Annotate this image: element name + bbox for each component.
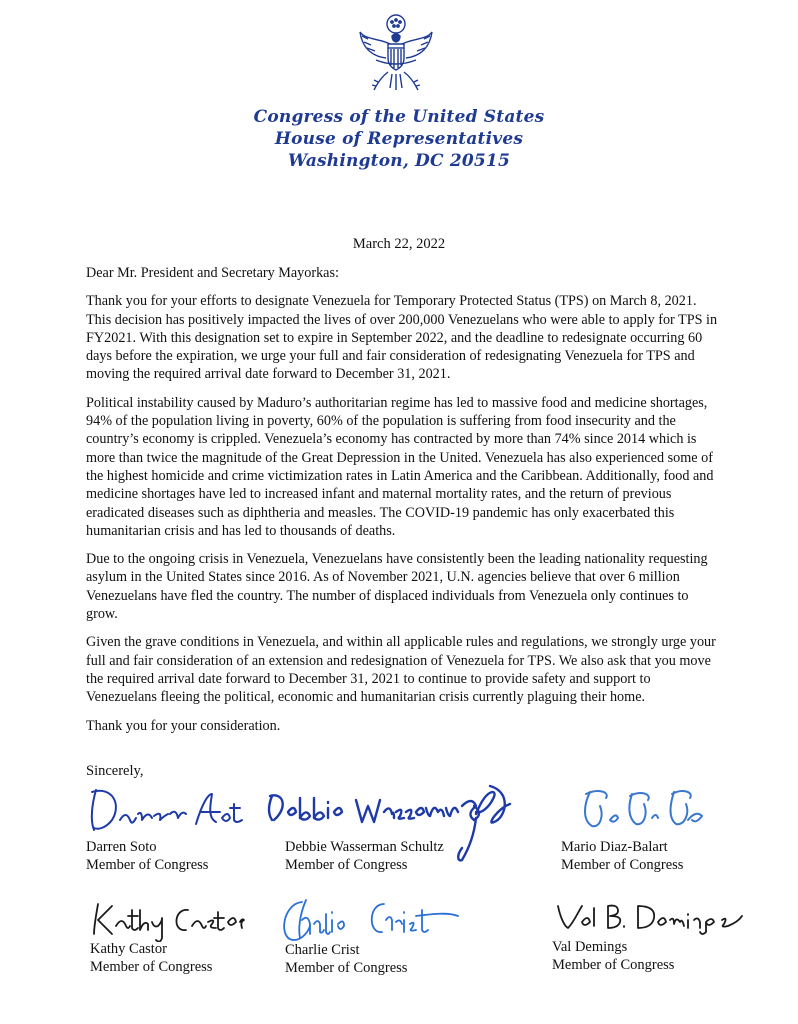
signer-kathy-castor	[90, 940, 212, 976]
signer-title: Member of Congress	[552, 957, 675, 973]
signature-val-demings	[552, 896, 762, 936]
letter-date: March 22, 2022	[352, 236, 446, 252]
signer-title: Member of Congress	[561, 857, 684, 873]
signer-name: Val Demings	[552, 939, 628, 955]
signer-title: Member of Congress	[285, 857, 408, 873]
paragraph-2: Political instability caused by Maduro’s authoritarian regime has led to massive food and medicine shortages, 94% of the population living in poverty, 60% of the population is suffering from food insecurity and the country’s economy is crippled. Venezuela’s economy has contracted by more than 74% since 2014 which is more than twice the magnitude of the Great Depression in the United. Venezuela has also experienced some of the highest homicide and crime victimization rates in Latin America and the Caribbean. Additionally, food and medicine shortages have led to increased infant and maternal mortality rates, and the return of previous eradicated diseases such as diphtheria and measles. The COVID-19 pandemic has only exacerbated this humanitarian crisis and has led to thousands of deaths.	[86, 394, 714, 539]
signer-name: Charlie Crist	[285, 942, 360, 958]
signer-name: Kathy Castor	[90, 941, 167, 957]
signer-name: Darren Soto	[86, 839, 157, 855]
letterhead	[0, 106, 798, 172]
signer-darren-soto	[86, 838, 208, 874]
letterhead-congress: Congress of the United States	[253, 107, 545, 127]
signer-title: Member of Congress	[86, 857, 209, 873]
signer-charlie-crist	[285, 941, 407, 977]
closing: Sincerely,	[86, 763, 144, 779]
salutation: Dear Mr. President and Secretary Mayorkas:	[86, 265, 339, 281]
signature-darren-soto	[86, 784, 246, 836]
signer-debbie-wasserman-schultz	[285, 838, 444, 874]
signer-name: Mario Diaz-Balart	[561, 839, 668, 855]
paragraph-3: Due to the ongoing crisis in Venezuela, Venezuelans have consistently been the leading nationality requesting asylum in the United States since 2016. As of November 2021, U.N. agencies believe that over 6 million Venezuelans have fled the country. The number of displaced individuals from Venezuela only continues to grow.	[86, 551, 708, 623]
signature-kathy-castor	[88, 896, 248, 942]
signer-title: Member of Congress	[90, 959, 213, 975]
paragraph-5: Thank you for your consideration.	[86, 717, 281, 734]
great-seal-eagle-icon	[352, 12, 440, 100]
paragraph-1: Thank you for your efforts to designate Venezuela for Temporary Protected Status (TPS) on March 8, 2021. This decision has positively impacted the lives of over 200,000 Venezuelans who were able to apply for TPS in FY2021. With this designation set to expire in September 2022, and the deadline to redesignate occurring 60 days before the expiration, we urge your full and fair consideration of redesignating Venezuela for TPS and moving the required arrival date forward to December 31, 2021.	[86, 293, 718, 383]
letterhead-house: House of Representatives	[274, 129, 524, 149]
signature-mario-diaz-balart	[570, 784, 720, 834]
letterhead-address: Washington, DC 20515	[288, 151, 510, 171]
signer-title: Member of Congress	[285, 960, 408, 976]
letter-body	[86, 264, 720, 745]
signer-val-demings	[552, 938, 674, 974]
signer-mario-diaz-balart	[561, 838, 683, 874]
paragraph-4: Given the grave conditions in Venezuela, and within all applicable rules and regulations, we strongly urge your full and fair consideration of an extension and redesignation of Venezuela for TPS. We also ask that you move the required arrival date forward to December 31, 2021 to continue to provide safety and support to Venezuelans fleeing the political, economic and humanitarian crisis currently plaguing their home.	[86, 634, 716, 706]
signer-name: Debbie Wasserman Schultz	[285, 839, 444, 855]
